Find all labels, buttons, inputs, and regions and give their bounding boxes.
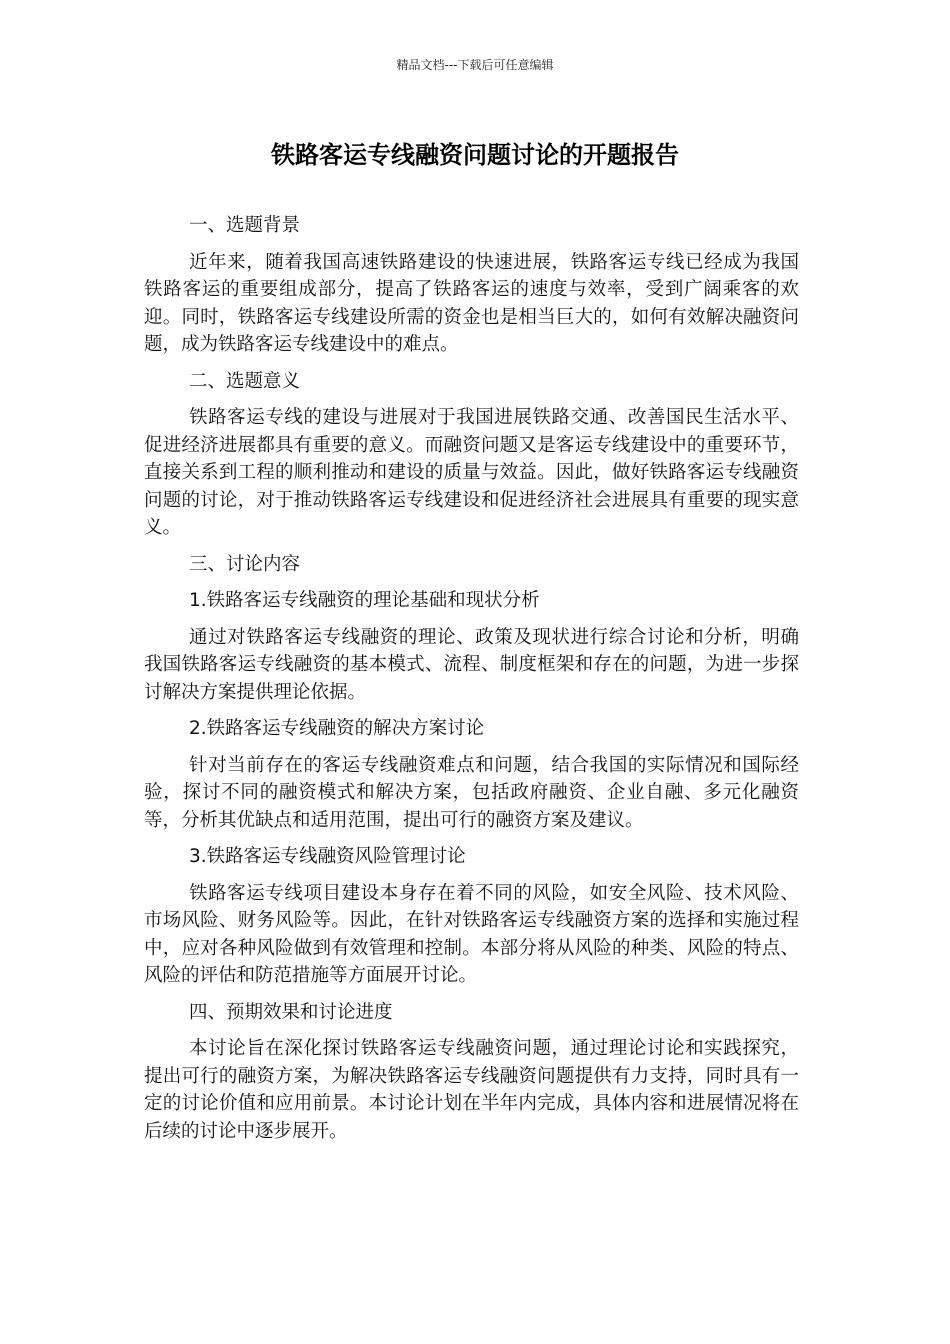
section-heading-expected-results: 四、预期效果和讨论进度 [189,1001,393,1023]
section-heading-content: 三、讨论内容 [189,553,301,575]
subsection-heading-2: 2.铁路客运专线融资的解决方案讨论 [189,718,485,739]
section-paragraph-background: 近年来，随着我国高速铁路建设的快速进展，铁路客运专线已经成为我国铁路客运的重要组成部分，提高了铁路客运的速度与效率，受到广阔乘客的欢迎。同时，铁路客运专线建设所需的资金也是相当巨大的，如何有效解决融资问题，成为铁路客运专线建设中的难点。 [144,251,799,355]
section-paragraph-significance: 铁路客运专线的建设与进展对于我国进展铁路交通、改善国民生活水平、促进经济进展都具有重要的意义。而融资问题又是客运专线建设中的重要环节，直接关系到工程的顺利推动和建设的质量与效益。因此，做好铁路客运专线融资问题的讨论，对于推动铁路客运专线建设和促进经济社会进展具有重要的现实意义。 [144,407,799,538]
section-heading-significance: 二、选题意义 [189,370,301,392]
subsection-heading-1: 1.铁路客运专线融资的理论基础和现状分析 [189,590,540,611]
subsection-paragraph-2: 针对当前存在的客运专线融资难点和问题，结合我国的实际情况和国际经验，探讨不同的融资模式和解决方案，包括政府融资、企业自融、多元化融资等，分析其优缺点和适用范围，提出可行的融资方案及建议。 [144,754,799,831]
section-paragraph-expected-results: 本讨论旨在深化探讨铁路客运专线融资问题，通过理论讨论和实践探究，提出可行的融资方案，为解决铁路客运专线融资问题提供有力支持，同时具有一定的讨论价值和应用前景。本讨论计划在半年内完成，具体内容和进展情况将在后续的讨论中逐步展开。 [144,1038,799,1142]
document-body [144,212,799,1154]
section-heading-background: 一、选题背景 [189,215,301,236]
document-title: 铁路客运专线融资问题讨论的开题报告 [271,141,679,169]
subsection-heading-3: 3.铁路客运专线融资风险管理讨论 [189,846,466,867]
header-note: 精品文档---下载后可任意编辑 [396,58,554,72]
subsection-paragraph-1: 通过对铁路客运专线融资的理论、政策及现状进行综合讨论和分析，明确我国铁路客运专线融资的基本模式、流程、制度框架和存在的问题，为进一步探讨解决方案提供理论依据。 [144,626,799,703]
subsection-paragraph-3: 铁路客运专线项目建设本身存在着不同的风险，如安全风险、技术风险、市场风险、财务风险等。因此，在针对铁路客运专线融资方案的选择和实施过程中，应对各种风险做到有效管理和控制。本部分将从风险的种类、风险的特点、风险的评估和防范措施等方面展开讨论。 [144,882,799,986]
